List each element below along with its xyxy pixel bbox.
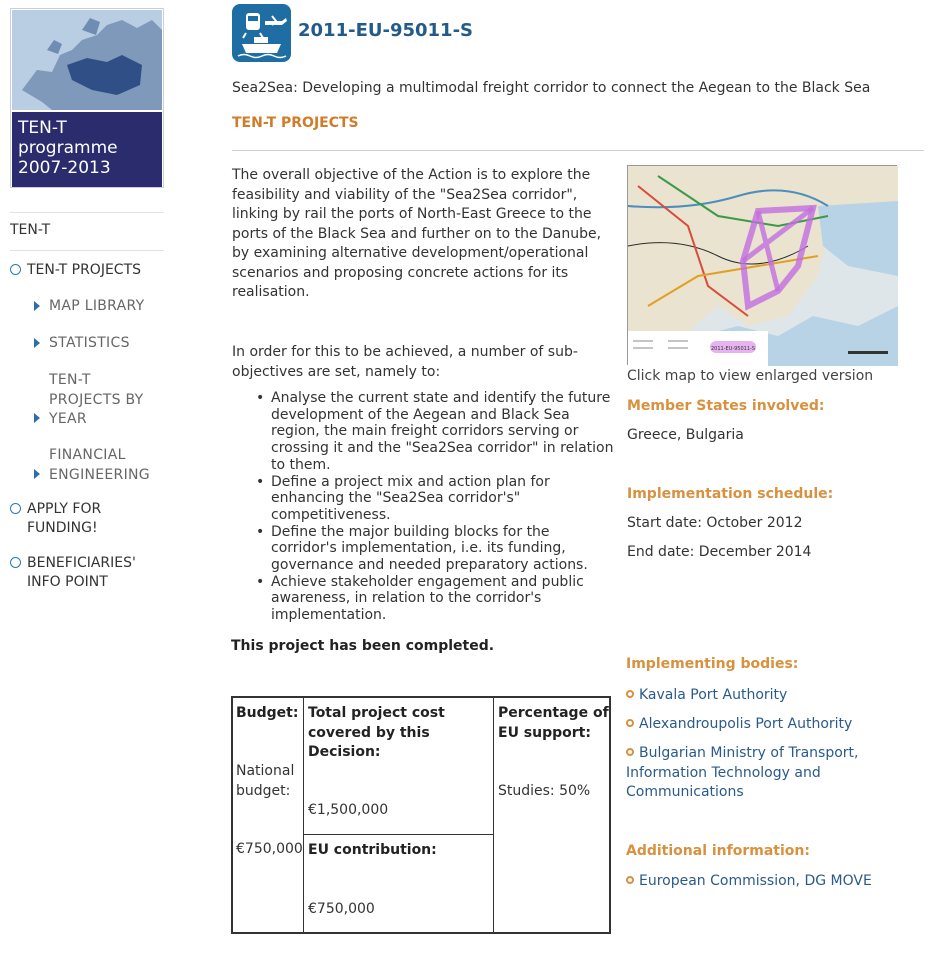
objective-paragraph: The overall objective of the Action is to explore the feasibility and viability of the "Sea2Sea corridor", linking by rail the ports of North-East Greece to the ports of the Black Sea and further on to the Danube, by examining alternative development/operational scenarios and proposing concrete actions for its realisation. xyxy=(232,167,602,300)
bullet-icon xyxy=(626,719,634,727)
map-badge-text: 2011-EU-95011-S xyxy=(710,346,756,352)
logo-text xyxy=(12,112,162,187)
sidebar-subitem-label: PROJECTS BY xyxy=(49,392,144,408)
percentage-header-line: Percentage of xyxy=(498,705,609,721)
percentage-value: Studies: 50% xyxy=(498,783,591,799)
national-budget-value: €750,000 xyxy=(236,841,303,857)
sidebar-item-beneficiaries-info-point[interactable] xyxy=(10,554,152,592)
bullet-icon xyxy=(626,748,634,756)
schedule-heading: Implementation schedule: xyxy=(627,486,834,502)
sidebar-divider xyxy=(10,250,164,251)
percentage-header-line: EU support: xyxy=(498,724,591,741)
transport-modes-icon xyxy=(232,4,291,62)
sidebar-subitem-label: ENGINEERING xyxy=(49,467,150,483)
link-text: Alexandroupolis Port Authority xyxy=(639,716,853,732)
member-states-heading: Member States involved: xyxy=(627,398,825,414)
start-date: Start date: October 2012 xyxy=(627,515,803,531)
sidebar-subitem-label: TEN-T xyxy=(49,372,91,388)
sub-objectives-list xyxy=(254,390,614,624)
total-cost-value: €1,500,000 xyxy=(308,802,389,818)
sidebar-subitem-label: MAP LIBRARY xyxy=(49,298,145,314)
table-divider xyxy=(303,698,304,932)
implementing-bodies-heading: Implementing bodies: xyxy=(626,656,799,672)
national-budget-label xyxy=(236,762,294,801)
logo-line-1: TEN-T xyxy=(18,118,67,138)
total-cost-header xyxy=(308,704,445,763)
logo-line-2: programme xyxy=(18,138,118,158)
sidebar-divider xyxy=(10,212,164,213)
circle-bullet-icon xyxy=(10,557,21,568)
list-item: • Achieve stakeholder engagement and public awareness, in relation to the corridor's implementation. xyxy=(254,574,614,624)
national-budget-label-line: budget: xyxy=(236,782,291,799)
total-cost-header-line: Decision: xyxy=(308,744,381,760)
link-text: Bulgarian Ministry of Transport, Information Technology and Communications xyxy=(626,745,859,800)
body-link-kavala[interactable] xyxy=(626,686,896,706)
sidebar-subitem-label: STATISTICS xyxy=(49,335,130,351)
total-cost-header-line: covered by this xyxy=(308,724,430,741)
link-dg-move[interactable] xyxy=(626,872,896,892)
triangle-right-icon xyxy=(34,413,40,423)
logo-line-3: 2007-2013 xyxy=(18,158,111,178)
sidebar-item-label: APPLY FOR FUNDING! xyxy=(27,501,102,536)
end-date: End date: December 2014 xyxy=(627,544,812,560)
europe-map-image xyxy=(12,10,162,110)
body-link-alexandroupolis[interactable] xyxy=(626,715,896,735)
additional-info-heading: Additional information: xyxy=(626,843,810,859)
eu-contribution-header: EU contribution: xyxy=(308,842,437,858)
total-cost-header-line: Total project cost xyxy=(308,705,445,721)
project-subtitle: Sea2Sea: Developing a multimodal freight corridor to connect the Aegean to the Black Sea xyxy=(232,80,871,96)
bullet-icon xyxy=(626,876,634,884)
link-text: European Commission, DG MOVE xyxy=(639,873,872,889)
sidebar-item-apply-for-funding[interactable] xyxy=(10,500,147,538)
section-label[interactable]: TEN-T PROJECTS xyxy=(232,115,359,131)
member-states-value: Greece, Bulgaria xyxy=(627,427,744,443)
table-divider xyxy=(493,698,494,932)
sub-objectives-intro: In order for this to be achieved, a number of sub-objectives are set, namely to: xyxy=(232,344,578,380)
map-caption: Click map to view enlarged version xyxy=(627,368,874,384)
link-text: Kavala Port Authority xyxy=(639,687,788,703)
sidebar-item-label: BENEFICIARIES' INFO POINT xyxy=(27,555,136,590)
national-budget-label-line: National xyxy=(236,763,295,779)
sidebar-item-label: TEN-T PROJECTS xyxy=(27,262,142,278)
programme-logo[interactable] xyxy=(10,8,164,188)
list-item: • Define a project mix and action plan for enhancing the "Sea2Sea corridor's" competitiveness. xyxy=(254,474,614,524)
triangle-right-icon xyxy=(34,338,40,348)
budget-header: Budget: xyxy=(236,705,299,721)
corridor-map-thumbnail[interactable] xyxy=(627,165,897,365)
triangle-right-icon xyxy=(34,301,40,311)
budget-table xyxy=(231,696,611,934)
list-item: • Define the major building blocks for the corridor's implementation, i.e. its funding, governance and needed preparatory actions. xyxy=(254,524,614,574)
sidebar-item-ten-t-projects[interactable] xyxy=(10,261,141,280)
project-code-title: 2011-EU-95011-S xyxy=(298,20,474,41)
sidebar-home-link[interactable]: TEN-T xyxy=(10,222,51,238)
sidebar-subitem-label: FINANCIAL xyxy=(49,447,126,463)
completion-status: This project has been completed. xyxy=(231,638,495,654)
header-divider xyxy=(232,150,924,151)
list-item: • Analyse the current state and identify the future development of the Aegean and Black Sea region, the main freight corridors serving or crossing it and the "Sea2Sea corridor" in relation to them. xyxy=(254,390,614,474)
eu-contribution-value: €750,000 xyxy=(308,901,375,917)
bullet-icon xyxy=(626,690,634,698)
circle-bullet-icon xyxy=(10,264,21,275)
percentage-header xyxy=(498,704,609,743)
circle-bullet-icon xyxy=(10,503,21,514)
table-divider xyxy=(303,834,493,835)
body-link-bulgarian-ministry[interactable] xyxy=(626,744,896,803)
sidebar-subitem-label: YEAR xyxy=(49,411,87,427)
triangle-right-icon xyxy=(34,469,40,479)
